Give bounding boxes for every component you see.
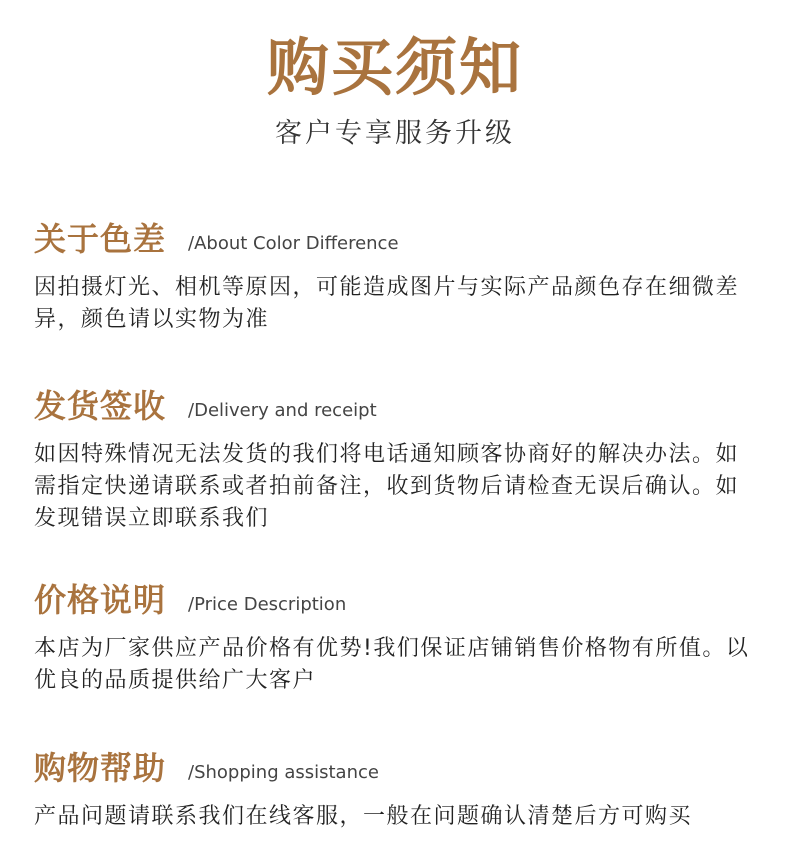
section-title: 关于色差 (34, 220, 167, 258)
section-subtitle: /About Color Difference (188, 233, 399, 254)
section-body: 因拍摄灯光、相机等原因，可能造成图片与实际产品颜色存在细微差异，颜色请以实物为准 (34, 275, 740, 332)
page-title: 购买须知 (266, 31, 523, 104)
section-body: 产品问题请联系我们在线客服，一般在问题确认清楚后方可购买 (34, 804, 693, 829)
section-body: 本店为厂家供应产品价格有优势!我们保证店铺销售价格物有所值。以优良的品质提供给广大客户 (34, 636, 750, 693)
section-header (34, 383, 764, 429)
section-price (34, 577, 764, 697)
page-subtitle: 客户专享服务升级 (275, 118, 515, 149)
section-subtitle: /Delivery and receipt (188, 400, 377, 421)
section-header (34, 216, 764, 262)
section-header (34, 577, 764, 623)
section-header (34, 745, 764, 791)
section-subtitle: /Price Description (188, 594, 347, 615)
section-body: 如因特殊情况无法发货的我们将电话通知顾客协商好的解决办法。如需指定快递请联系或者拍前备注，收到货物后请检查无误后确认。如发现错误立即联系我们 (34, 442, 740, 531)
section-title: 发货签收 (34, 387, 167, 425)
section-shopping-help (34, 745, 764, 833)
section-title: 价格说明 (34, 581, 167, 619)
section-title: 购物帮助 (34, 749, 167, 787)
section-color-difference (34, 216, 764, 336)
section-delivery (34, 383, 764, 535)
section-subtitle: /Shopping assistance (188, 762, 379, 783)
